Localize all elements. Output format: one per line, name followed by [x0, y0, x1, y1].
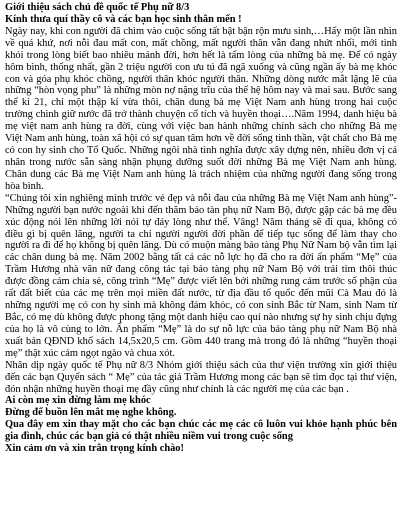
document-paragraph: Ngày nay, khi con người đã chìm vào cuộc sống tất bật bận rộn mưu sinh,…Hấy một lần nhìn về quá khứ, nơi nỗi đau mất con, mất chồng, mất người thân vẫn đang nhứt nhối, mới tình khói trong lòng biết bao nhiêu mảnh đời, hơn hết là tấm lòng của những bà mẹ. Để có ngày hôm bình, thống nhất, gần 2 triệu người con ưu tú đã ngã xuống và cũng ngần ấy bà mẹ khóc con và góa phụ khóc chồng, người thân khóc người thân. Những dòng nước mắt lặng lẽ của những “hòn vọng phu” là những mòn nợ nặng trĩu của thế hệ hôm nay và mai sau. Bước sang thế kỉ 21, chỉ một thập kỉ vừa thôi, chân dung bà mẹ Việt Nam anh hùng trong hai cuộc trường chinh giữ nước đã trở thành chuyện cổ tích và huyền thoại….Năm 1994, danh hiệu bà mẹ việt nam anh hùng ra đời, cùng với việc ban hành những chính sách cho những Bà mẹ Việt Nam anh hùng, toàn xã hội có sự quan tâm hơn về đời sống tinh thần, vật chất cho Bà mẹ có con hy sinh cho Tổ Quốc. Những ngôi nhà tình nghĩa được xây dựng nên, nhiều đơn vị cá nhân trong nước sẵn sàng nhận phụng dưỡng suốt đời những Bà mẹ Việt Nam anh hùng. Chân dung các Bà mẹ Việt Nam anh hùng là trách nhiệm của những người đang sống trong hòa bình. — [5, 25, 397, 192]
document-paragraph: “Chúng tôi xin nghiêng mình trước vẻ đẹp và nỗi đau của những Bà mẹ Việt Nam anh hùng”- Những người bạn nước ngoài khi đến thăm bảo tàn phụ nữ Nam Bộ, được gặp các bà mẹ đều xúc động nói lên những lời nói tự đáy lòng như thế. Vâng! Năm tháng sẽ đi qua, không có điều gì bị quên lãng, người ta chỉ người người đời phần để tiếp tục sống để làm thay cho người ra đi để họ không bị quên lãng. Dù có muộn màng bảo tàng Phụ Nữ Nam bộ vẫn tìm lại các chân dung bà mẹ. Năm 2002 bằng tất cả các nỗ lực họ đã cho ra đời ấn phẩm “Mẹ” của Trầm Hương nhà văn nữ đang công tác tại bảo tàng phụ nữ Nam Bộ với trái tim thôi thúc được đồng cảm chia sẻ, công trình “Mẹ” được viết lên bởi những rung cảm trước số phận của rất đất biết của các mẹ trên mọi miền đất nước, từ địa đầu tổ quốc đến mũi Cà Mau đó là những người mẹ có con hy sinh mà không đám khóc, có con sinh Bắc từ Nam, sinh Nam từ Bắc, có mẹ dù không được phong tặng một danh hiệu cao quí nào nhưng sự hy sinh chịu đựng của họ là vô cùng to lớn. Ấn phẩm “Mẹ” là do sự nỗ lực của bảo tàng phụ nữ Nam Bộ nhà xuất bản QĐND khổ sách 14,5x20,5 cm. Gồm 440 trang mà trong đó là những “huyền thoại mẹ” thật xúc cảm ngọt ngào và chua xót. — [5, 192, 397, 359]
document-body — [5, 14, 397, 455]
document-paragraph: Nhân dịp ngày quốc tế Phụ nữ 8/3 Nhóm giới thiệu sách của thư viện trường xin giới thiệu đến các bạn Quyển sách “ Mẹ” của tác giả Trầm Hương mong các bạn sẽ tìm đọc tại thư viện, đón nhận những huyền thoại mẹ đầy cũng như chính là các người mẹ của các bạn . — [5, 359, 397, 395]
document-paragraph: Đừng để buồn lên mắt mẹ nghe không. — [5, 407, 177, 419]
document-paragraph: Ai còn mẹ xin đừng làm mẹ khóc — [5, 395, 151, 407]
document-page — [5, 2, 397, 520]
document-title: Giới thiệu sách chủ đề quốc tế Phụ nữ 8/3 — [5, 2, 190, 13]
document-paragraph: Qua đây em xin thay mặt cho các bạn chúc các mẹ các cô luôn vui khỏe hạnh phúc bên gia đình, chúc các bạn giả có thật nhiều niềm vui trong cuộc sống — [5, 419, 397, 443]
document-paragraph: Xin cảm ơn và xin trân trọng kính chào! — [5, 443, 184, 455]
document-paragraph: Kính thưa quí thầy cô và các bạn học sinh thân mến ! — [5, 13, 242, 25]
